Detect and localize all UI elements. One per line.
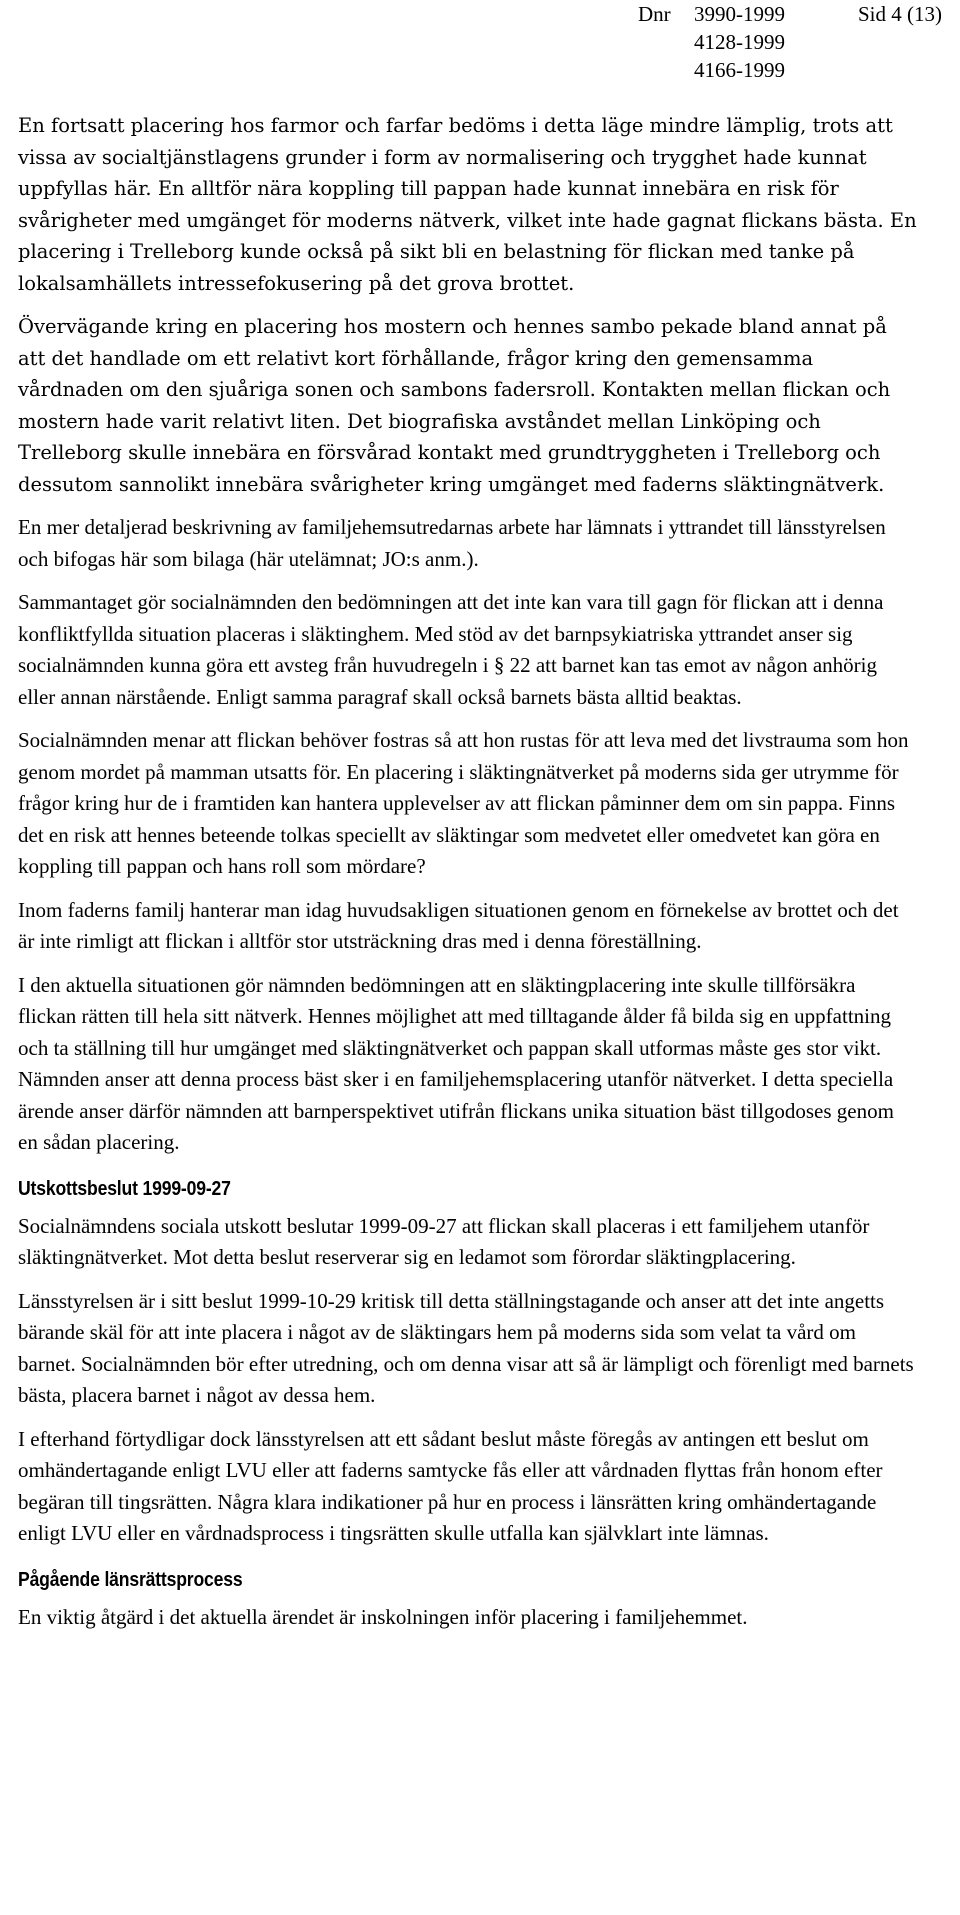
paragraph: En fortsatt placering hos farmor och farfar bedöms i detta läge mindre lämplig, trots att vissa av socialtjänstlagens grunder i form av normalisering och trygghet hade kunnat uppfyllas här. En alltför nära koppling till pappan hade kunnat innebära en risk för svårigheter med umgänget för moderns nätverk, vilket inte hade gagnat flickans bästa. En placering i Trelleborg kunde också på sikt bli en belastning för flickan med tanke på lokalsamhällets intressefokusering på det grova brottet.: [18, 114, 917, 295]
paragraph: Sammantaget gör socialnämnden den bedömningen att det inte kan vara till gagn för flickan att i denna konfliktfyllda situation placeras i släktinghem. Med stöd av det barnpsykiatriska yttrandet anser sig socialnämnden kunna göra ett avsteg från huvudregeln i § 22 att barnet kan tas emot av någon anhörig eller annan närstående. Enligt samma paragraf skall också barnets bästa alltid beaktas.: [18, 590, 884, 709]
section-heading: Pågående länsrättsprocess: [18, 1568, 243, 1591]
paragraph: En mer detaljerad beskrivning av familjehemsutredarnas arbete har lämnats i yttrandet till länsstyrelsen och bifogas här som bilaga (här utelämnat; JO:s anm.).: [18, 515, 886, 571]
paragraph: Inom faderns familj hanterar man idag huvudsakligen situationen genom en förnekelse av brottet och det är inte rimligt att flickan i alltför stor utsträckning dras med i denna föreställning.: [18, 897, 899, 953]
page-number: Sid 4 (13): [858, 2, 942, 26]
paragraph: Övervägande kring en placering hos mostern och hennes sambo pekade bland annat på att det handlade om ett relativt kort förhållande, frågor kring den gemensamma vårdnaden om den sjuåriga sonen och sambons fadersroll. Kontakten mellan flickan och mostern hade varit relativt liten. Det biografiska avståndet mellan Linköping och Trelleborg skulle innebära en försvårad kontakt med grundtryggheten i Trelleborg och dessutom sannolikt innebära svårigheter kring umgänget med faderns släktingnätverk.: [18, 315, 891, 496]
paragraph: En viktig åtgärd i det aktuella ärendet är inskolningen inför placering i familjehemmet.: [18, 1604, 748, 1629]
paragraph: I efterhand förtydligar dock länsstyrelsen att ett sådant beslut måste föregås av antingen ett beslut om omhändertagande enligt LVU eller att faderns samtycke fås eller att vårdnaden flyttas från honom efter begäran till tingsrätten. Några klara indikationer på hur en process i länsrätten kring omhändertagande enligt LVU eller en vårdnadsprocess i tingsrätten skulle utfalla kan självklart inte lämnas.: [18, 1426, 883, 1545]
case-number-3: 4166-1999: [694, 58, 785, 82]
paragraph: I den aktuella situationen gör nämnden bedömningen att en släktingplacering inte skulle tillförsäkra flickan rätten till hela sitt nätverk. Hennes möjlighet att med tilltagande ålder få bilda sig en uppfattning och ta ställning till hur umgänget med släktingnätverket och pappan skall utformas måste ges stor vikt. Nämnden anser att denna process bäst sker i en familjehemsplacering utanför nätverket. I detta speciella ärende anser därför nämnden att barnperspektivet utifrån flickans unika situation bäst tillgodoses genom en sådan placering.: [18, 972, 894, 1154]
paragraph: Socialnämnden menar att flickan behöver fostras så att hon rustas för att leva med det livstrauma som hon genom mordet på mamman utsatts för. En placering i släktingnätverket på moderns sida ger utrymme för frågor kring hur de i framtiden kan hantera upplevelser av att flickan påminner dem om sin pappa. Finns det en risk att hennes beteende tolkas speciellt av släktingar som medvetet eller omedvetet kan göra en koppling till pappan och hans roll som mördare?: [18, 728, 909, 878]
paragraph: Länsstyrelsen är i sitt beslut 1999-10-29 kritisk till detta ställningstagande och anser att det inte angetts bärande skäl för att inte placera i något av de släktingars hem på moderns sida som velat ta vård om barnet. Socialnämnden bör efter utredning, och om denna visar att så är lämpligt och förenligt med barnets bästa, placera barnet i något av dessa hem.: [18, 1288, 914, 1407]
paragraph: Socialnämndens sociala utskott beslutar 1999-09-27 att flickan skall placeras i ett familjehem utanför släktingnätverket. Mot detta beslut reserverar sig en ledamot som förordar släktingplacering.: [18, 1213, 870, 1269]
case-number-1: 3990-1999: [694, 2, 785, 26]
section-heading: Utskottsbeslut 1999-09-27: [18, 1177, 231, 1200]
document-body: [18, 110, 918, 1645]
case-number-2: 4128-1999: [694, 30, 785, 54]
dnr-label: Dnr: [638, 2, 671, 26]
